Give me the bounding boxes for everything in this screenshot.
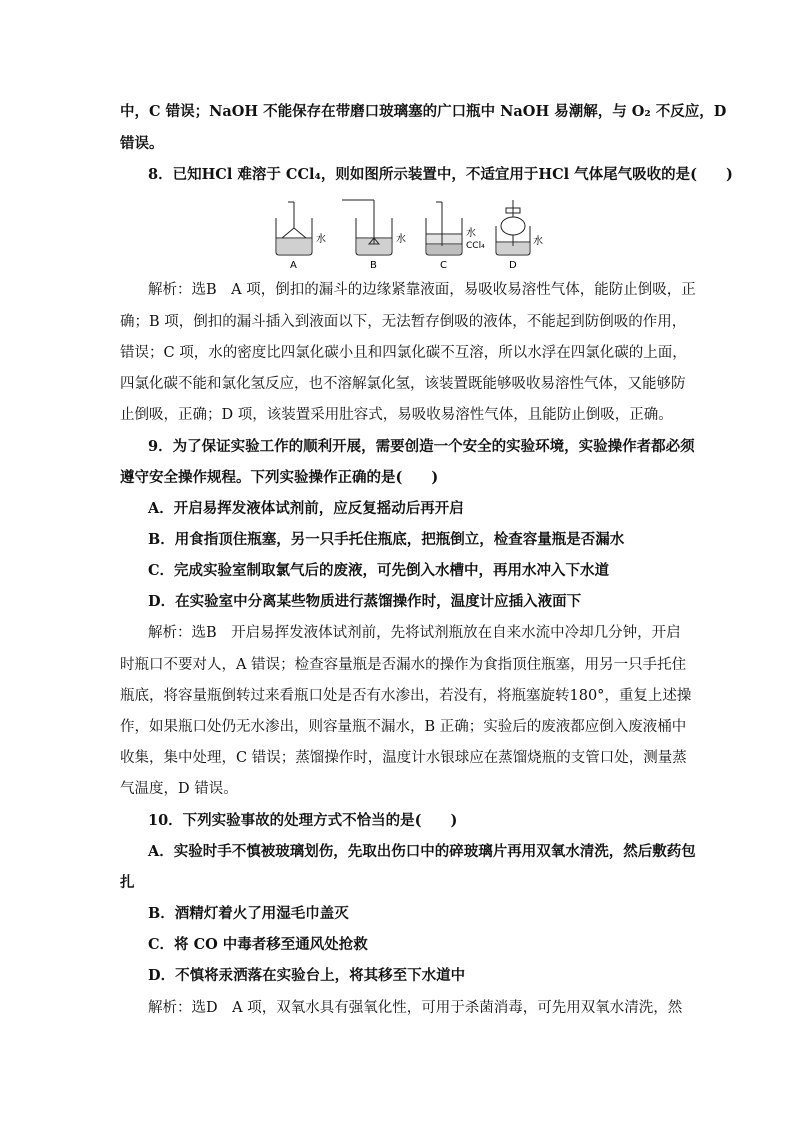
text-line: 错误。 [120,135,164,152]
text-line: 中，C 错误；NaOH 不能保存在带磨口玻璃塞的广口瓶中 NaOH 易潮解，与 O₂ 不反应，D [120,103,727,120]
label-water-d: 水 [533,236,543,247]
option-b: B．用食指顶住瓶塞，另一只手托住瓶底，把瓶倒立，检查容量瓶是否漏水 [148,531,625,548]
label-water-a: 水 [316,234,326,245]
answer-line: 瓶底，将容量瓶倒转过来看瓶口处是否有水渗出，若没有，将瓶塞旋转180°，重复上述操 [120,688,692,704]
label-d: D [509,260,517,271]
option-a: A．开启易挥发液体试剂前，应反复摇动后再开启 [148,500,464,517]
answer-line: 解析：选B A 项，倒扣的漏斗的边缘紧靠液面，易吸收易溶性气体，能防止倒吸，正 [148,282,696,298]
option-a-cont: 扎 [120,874,135,891]
answer-line: 气温度，D 错误。 [120,781,238,797]
answer-line: 时瓶口不要对人，A 错误；检查容量瓶是否漏水的操作为食指顶住瓶塞，用另一只手托住 [120,657,687,673]
answer-line: 作，如果瓶口处仍无水渗出，则容量瓶不漏水，B 正确；实验后的废液都应倒入废液桶中 [120,719,687,735]
label-c: C [440,260,447,271]
option-d: D．不慎将汞洒落在实验台上，将其移至下水道中 [148,967,466,984]
label-b: B [370,260,377,271]
question-8: 8．已知HCl 难溶于 CCl₄，则如图所示装置中，不适宜用于HCl 气体尾气吸收的是( ) [148,166,733,183]
answer-line: 止倒吸，正确；D 项，该装置采用肚容式，易吸收易溶性气体，且能防止倒吸，正确。 [120,407,673,423]
answer-line: 收集，集中处理，C 错误；蒸馏操作时，温度计水银球应在蒸馏烧瓶的支管口处，测量蒸 [120,750,687,766]
question-9: 9．为了保证实验工作的顺利开展，需要创造一个安全的实验环境，实验操作者都必须 [148,438,695,455]
question-10: 10．下列实验事故的处理方式不恰当的是( ) [148,812,458,829]
answer-line: 错误；C 项，水的密度比四氯化碳小且和四氯化碳不互溶，所以水浮在四氯化碳的上面， [120,345,687,361]
label-a: A [290,260,297,271]
apparatus-figure [268,196,548,272]
answer-line: 确；B 项，倒扣的漏斗插入到液面以下，无法暂存倒吸的液体，不能起到防倒吸的作用， [120,314,687,330]
option-c: C．将 CO 中毒者移至通风处抢救 [148,936,368,953]
option-d: D．在实验室中分离某些物质进行蒸馏操作时，温度计应插入液面下 [148,593,582,610]
option-b: B．酒精灯着火了用湿毛巾盖灭 [148,905,349,922]
answer-line: 解析：选B 开启易挥发液体试剂前，先将试剂瓶放在自来水流中冷却几分钟，开启 [148,625,681,641]
option-a: A．实验时手不慎被玻璃划伤，先取出伤口中的碎玻璃片再用双氧水清洗，然后敷药包 [148,843,696,860]
label-water-c: 水 [466,228,476,239]
option-c: C．完成实验室制取氯气后的废液，可先倒入水槽中，再用水冲入下水道 [148,562,610,579]
answer-line: 四氯化碳不能和氯化氢反应，也不溶解氯化氢，该装置既能够吸收易溶性气体，又能够防 [120,376,686,392]
question-9-cont: 遵守安全操作规程。下列实验操作正确的是( ) [120,469,439,486]
label-water-b: 水 [396,234,406,245]
label-ccl4: CCl₄ [466,241,485,251]
answer-line: 解析：选D A 项，双氧水具有强氧化性，可用于杀菌消毒，可先用双氧水清洗，然 [148,1000,683,1016]
